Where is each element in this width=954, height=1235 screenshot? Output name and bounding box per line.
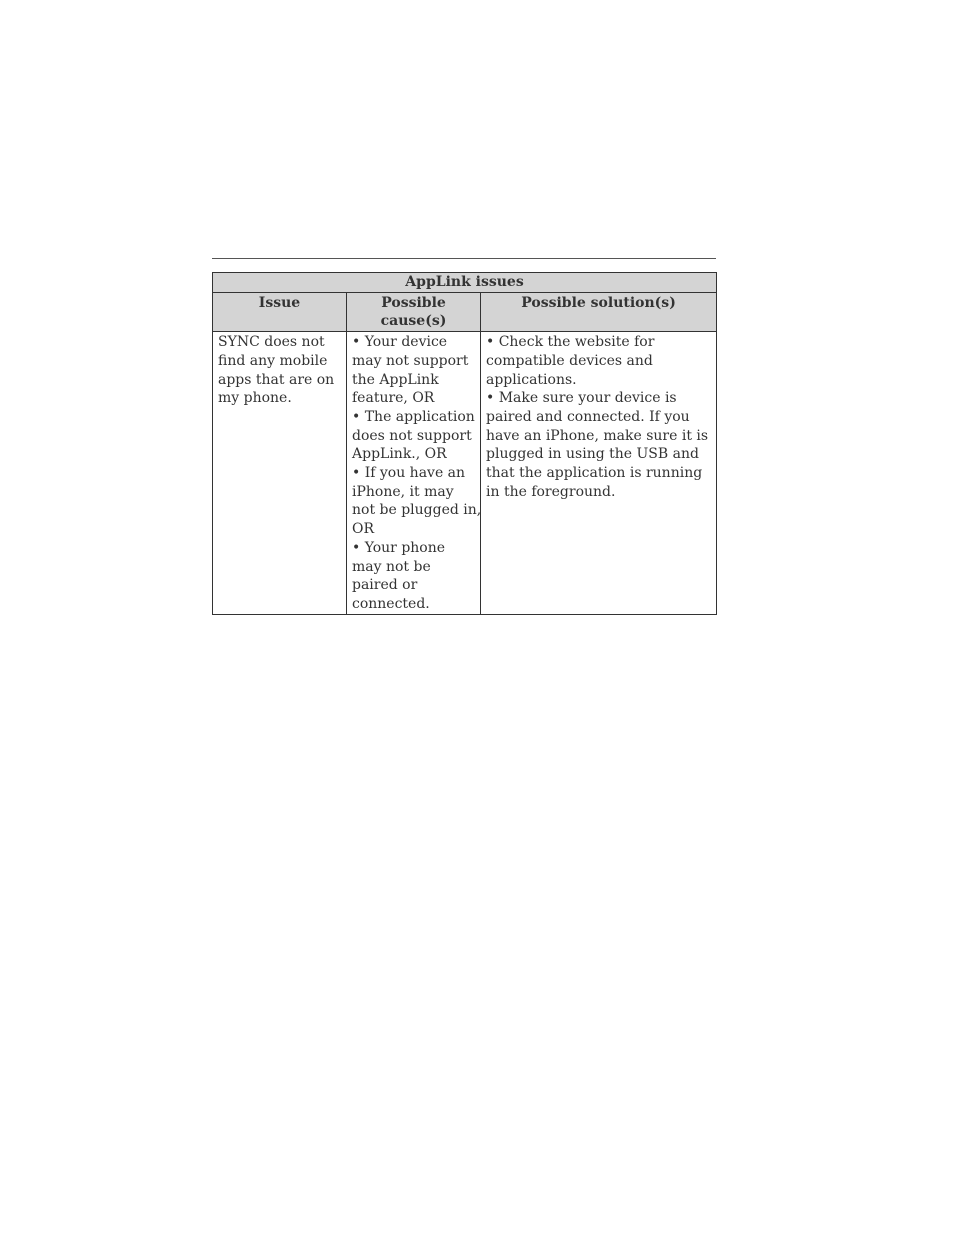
header-possible-causes [347,292,481,331]
solution-line: paired and connected. If you [486,408,690,425]
table-header-row [213,292,717,331]
cause-line: connected. [352,595,430,612]
cause-line: • Your device [352,334,448,351]
cause-line: paired or [352,577,418,594]
table-title: AppLink issues [213,273,717,293]
cell-solutions [481,332,717,615]
cause-line: OR [352,521,375,538]
solution-line: • Check the website for [486,334,655,351]
cause-line: • Your phone [352,539,446,556]
issue-line: my phone. [218,390,292,407]
header-rule [212,258,716,259]
cause-line: feature, OR [352,390,435,407]
cause-line: AppLink., OR [352,446,447,463]
solution-line: applications. [486,371,577,388]
cause-line: does not support [352,427,472,444]
header-issue: Issue [213,292,347,331]
cause-line: • The application [352,408,475,425]
issue-line: SYNC does not [218,334,325,351]
cause-line: • If you have an [352,465,466,482]
header-cause-line: Possible [381,294,446,311]
solution-line: that the application is running [486,465,703,482]
issue-line: find any mobile [218,352,328,369]
solution-line: • Make sure your device is [486,390,677,407]
solution-line: have an iPhone, make sure it is [486,427,709,444]
header-cause-line: cause(s) [380,313,447,330]
table-title-row [213,273,717,293]
cause-line: iPhone, it may [352,483,454,500]
applink-issues-table [212,272,717,615]
solution-line: plugged in using the USB and [486,446,699,463]
solution-line: compatible devices and [486,352,653,369]
issue-line: apps that are on [218,371,335,388]
cell-causes [347,332,481,615]
cause-line: the AppLink [352,371,439,388]
cause-line: may not be [352,558,431,575]
cell-issue [213,332,347,615]
cause-line: not be plugged in, [352,502,482,519]
table-row [213,332,717,615]
cause-line: may not support [352,352,469,369]
solution-line: in the foreground. [486,483,616,500]
header-possible-solutions: Possible solution(s) [481,292,717,331]
